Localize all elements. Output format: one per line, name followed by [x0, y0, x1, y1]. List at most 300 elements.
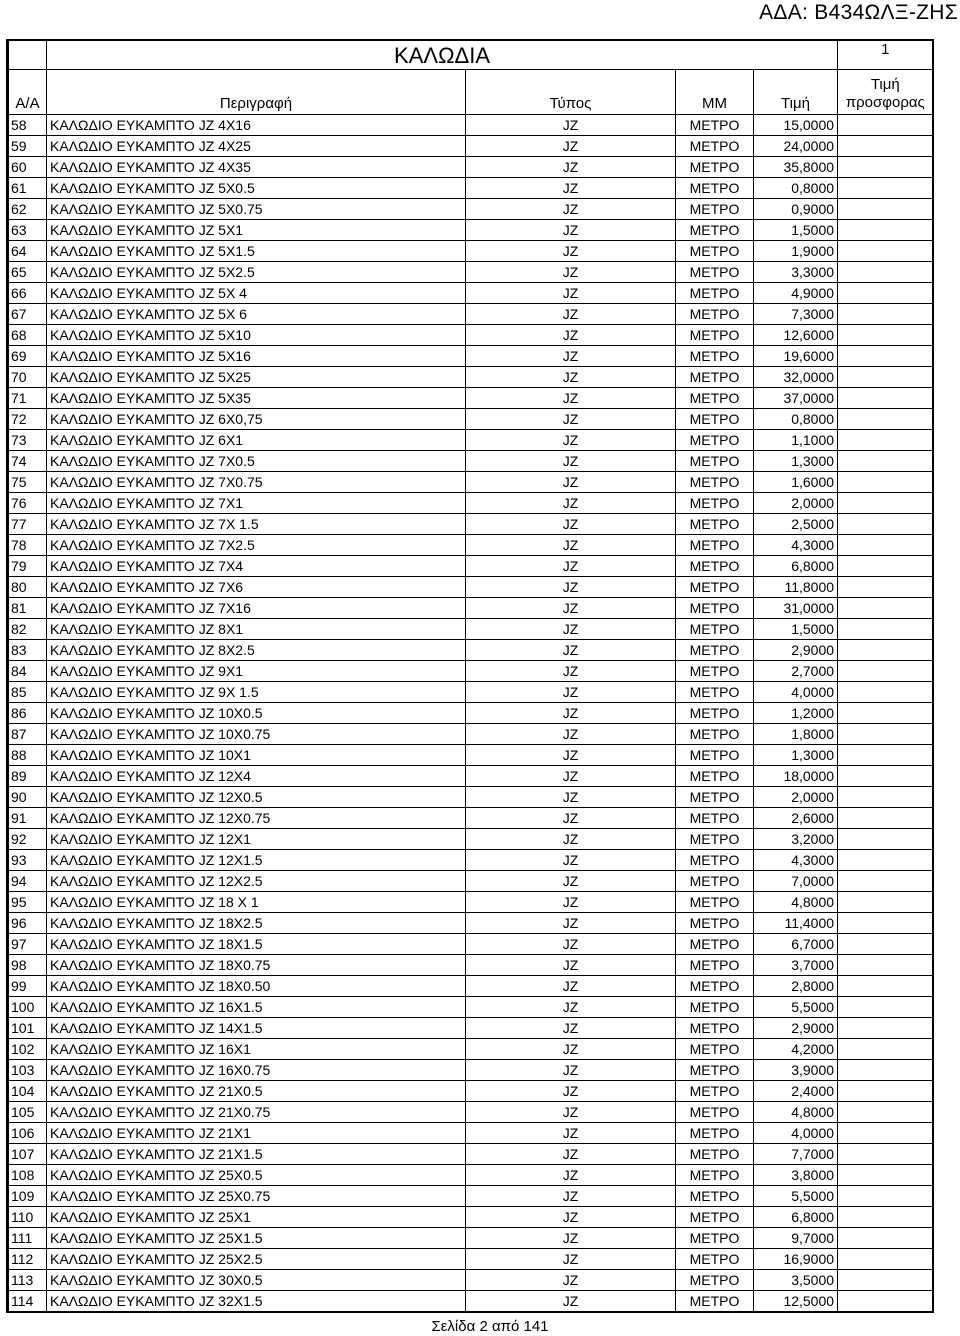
cell-aa: 114 [9, 1291, 47, 1312]
cell-description: ΚΑΛΩΔΙΟ ΕΥΚΑΜΠΤΟ JZ 21Χ1 [47, 1123, 466, 1144]
cell-description: ΚΑΛΩΔΙΟ ΕΥΚΑΜΠΤΟ JZ 18Χ0.50 [47, 976, 466, 997]
cell-type: JZ [466, 1291, 676, 1312]
cell-unit: ΜΕΤΡΟ [676, 451, 754, 472]
cell-price: 4,2000 [754, 1039, 838, 1060]
cell-type: JZ [466, 241, 676, 262]
cell-description: ΚΑΛΩΔΙΟ ΕΥΚΑΜΠΤΟ JZ 9Χ1 [47, 661, 466, 682]
cell-offer-price [838, 1081, 933, 1102]
table-row [9, 829, 933, 850]
cell-description: ΚΑΛΩΔΙΟ ΕΥΚΑΜΠΤΟ JZ 12Χ1.5 [47, 850, 466, 871]
cell-type: JZ [466, 976, 676, 997]
cell-price: 3,2000 [754, 829, 838, 850]
cell-unit: ΜΕΤΡΟ [676, 220, 754, 241]
cell-offer-price [838, 577, 933, 598]
cell-offer-price [838, 661, 933, 682]
table-row [9, 1291, 933, 1312]
table-row [9, 262, 933, 283]
cell-description: ΚΑΛΩΔΙΟ ΕΥΚΑΜΠΤΟ JZ 4Χ16 [47, 115, 466, 136]
cell-description: ΚΑΛΩΔΙΟ ΕΥΚΑΜΠΤΟ JZ 12Χ0.75 [47, 808, 466, 829]
table-row [9, 577, 933, 598]
cell-offer-price [838, 598, 933, 619]
cell-description: ΚΑΛΩΔΙΟ ΕΥΚΑΜΠΤΟ JZ 5Χ16 [47, 346, 466, 367]
cell-unit: ΜΕΤΡΟ [676, 661, 754, 682]
cell-aa: 101 [9, 1018, 47, 1039]
cell-description: ΚΑΛΩΔΙΟ ΕΥΚΑΜΠΤΟ JZ 10Χ0.5 [47, 703, 466, 724]
cell-price: 18,0000 [754, 766, 838, 787]
table-row [9, 430, 933, 451]
table-row [9, 913, 933, 934]
cell-offer-price [838, 745, 933, 766]
table-row [9, 724, 933, 745]
table-row [9, 976, 933, 997]
cell-description: ΚΑΛΩΔΙΟ ΕΥΚΑΜΠΤΟ JZ 25Χ0.5 [47, 1165, 466, 1186]
cell-aa: 89 [9, 766, 47, 787]
cell-aa: 99 [9, 976, 47, 997]
cell-description: ΚΑΛΩΔΙΟ ΕΥΚΑΜΠΤΟ JZ 6Χ1 [47, 430, 466, 451]
cell-type: JZ [466, 1081, 676, 1102]
table-row [9, 157, 933, 178]
cell-price: 1,3000 [754, 451, 838, 472]
table-row [9, 1165, 933, 1186]
cell-aa: 61 [9, 178, 47, 199]
cell-description: ΚΑΛΩΔΙΟ ΕΥΚΑΜΠΤΟ JZ 8Χ2.5 [47, 640, 466, 661]
cell-price: 6,8000 [754, 556, 838, 577]
cell-type: JZ [466, 703, 676, 724]
cell-unit: ΜΕΤΡΟ [676, 1228, 754, 1249]
cell-aa: 69 [9, 346, 47, 367]
cell-description: ΚΑΛΩΔΙΟ ΕΥΚΑΜΠΤΟ JZ 12Χ2.5 [47, 871, 466, 892]
cell-type: JZ [466, 829, 676, 850]
cell-offer-price [838, 787, 933, 808]
cell-price: 2,9000 [754, 1018, 838, 1039]
cell-aa: 87 [9, 724, 47, 745]
cell-description: ΚΑΛΩΔΙΟ ΕΥΚΑΜΠΤΟ JZ 16Χ0.75 [47, 1060, 466, 1081]
cell-aa: 79 [9, 556, 47, 577]
cell-unit: ΜΕΤΡΟ [676, 829, 754, 850]
cell-description: ΚΑΛΩΔΙΟ ΕΥΚΑΜΠΤΟ JZ 25Χ1.5 [47, 1228, 466, 1249]
cell-offer-price [838, 850, 933, 871]
cell-price: 2,8000 [754, 976, 838, 997]
cell-unit: ΜΕΤΡΟ [676, 1249, 754, 1270]
cell-description: ΚΑΛΩΔΙΟ ΕΥΚΑΜΠΤΟ JZ 5Χ0.75 [47, 199, 466, 220]
header-aa: Α/Α [9, 70, 47, 115]
cell-type: JZ [466, 724, 676, 745]
cell-description: ΚΑΛΩΔΙΟ ΕΥΚΑΜΠΤΟ JZ 5Χ25 [47, 367, 466, 388]
cell-unit: ΜΕΤΡΟ [676, 514, 754, 535]
cell-unit: ΜΕΤΡΟ [676, 1060, 754, 1081]
cell-price: 3,3000 [754, 262, 838, 283]
cell-type: JZ [466, 220, 676, 241]
cell-aa: 95 [9, 892, 47, 913]
cell-unit: ΜΕΤΡΟ [676, 577, 754, 598]
cell-price: 5,5000 [754, 1186, 838, 1207]
table-row [9, 1081, 933, 1102]
cell-type: JZ [466, 535, 676, 556]
cell-unit: ΜΕΤΡΟ [676, 115, 754, 136]
cell-description: ΚΑΛΩΔΙΟ ΕΥΚΑΜΠΤΟ JZ 7Χ 1.5 [47, 514, 466, 535]
cell-unit: ΜΕΤΡΟ [676, 640, 754, 661]
cell-type: JZ [466, 871, 676, 892]
table-row [9, 598, 933, 619]
cell-unit: ΜΕΤΡΟ [676, 388, 754, 409]
cell-unit: ΜΕΤΡΟ [676, 1291, 754, 1312]
cell-aa: 112 [9, 1249, 47, 1270]
cell-price: 2,9000 [754, 640, 838, 661]
cell-aa: 104 [9, 1081, 47, 1102]
cell-description: ΚΑΛΩΔΙΟ ΕΥΚΑΜΠΤΟ JZ 5Χ10 [47, 325, 466, 346]
cell-description: ΚΑΛΩΔΙΟ ΕΥΚΑΜΠΤΟ JZ 8Χ1 [47, 619, 466, 640]
cell-price: 1,1000 [754, 430, 838, 451]
cell-aa: 60 [9, 157, 47, 178]
table-row [9, 1123, 933, 1144]
cell-price: 19,6000 [754, 346, 838, 367]
price-sheet [6, 39, 934, 1313]
cell-type: JZ [466, 598, 676, 619]
cell-unit: ΜΕΤΡΟ [676, 346, 754, 367]
cell-price: 6,7000 [754, 934, 838, 955]
cell-unit: ΜΕΤΡΟ [676, 997, 754, 1018]
cell-price: 4,3000 [754, 850, 838, 871]
cell-offer-price [838, 766, 933, 787]
cell-offer-price [838, 955, 933, 976]
cell-unit: ΜΕΤΡΟ [676, 619, 754, 640]
cell-aa: 65 [9, 262, 47, 283]
cell-type: JZ [466, 346, 676, 367]
cell-price: 3,5000 [754, 1270, 838, 1291]
cell-description: ΚΑΛΩΔΙΟ ΕΥΚΑΜΠΤΟ JZ 21Χ0.75 [47, 1102, 466, 1123]
cell-type: JZ [466, 472, 676, 493]
cell-price: 24,0000 [754, 136, 838, 157]
cell-unit: ΜΕΤΡΟ [676, 1018, 754, 1039]
cell-type: JZ [466, 1102, 676, 1123]
cell-unit: ΜΕΤΡΟ [676, 955, 754, 976]
cell-type: JZ [466, 1249, 676, 1270]
table-row [9, 1249, 933, 1270]
cell-price: 4,8000 [754, 1102, 838, 1123]
cell-aa: 90 [9, 787, 47, 808]
cell-type: JZ [466, 1270, 676, 1291]
header-price: Τιμή [754, 70, 838, 115]
table-row [9, 514, 933, 535]
cell-unit: ΜΕΤΡΟ [676, 493, 754, 514]
cell-aa: 91 [9, 808, 47, 829]
header-description: Περιγραφή [47, 70, 466, 115]
cell-price: 3,9000 [754, 1060, 838, 1081]
cell-offer-price [838, 136, 933, 157]
cell-aa: 75 [9, 472, 47, 493]
table-row [9, 1186, 933, 1207]
cell-price: 2,7000 [754, 661, 838, 682]
cell-unit: ΜΕΤΡΟ [676, 367, 754, 388]
cell-aa: 72 [9, 409, 47, 430]
cell-unit: ΜΕΤΡΟ [676, 262, 754, 283]
table-row [9, 892, 933, 913]
table-row [9, 1228, 933, 1249]
cell-aa: 86 [9, 703, 47, 724]
cell-aa: 64 [9, 241, 47, 262]
cell-description: ΚΑΛΩΔΙΟ ΕΥΚΑΜΠΤΟ JZ 7Χ0.5 [47, 451, 466, 472]
table-row [9, 619, 933, 640]
cell-description: ΚΑΛΩΔΙΟ ΕΥΚΑΜΠΤΟ JZ 7Χ2.5 [47, 535, 466, 556]
table-row [9, 283, 933, 304]
cell-description: ΚΑΛΩΔΙΟ ΕΥΚΑΜΠΤΟ JZ 5Χ35 [47, 388, 466, 409]
cell-offer-price [838, 451, 933, 472]
cell-offer-price [838, 304, 933, 325]
price-table [8, 41, 933, 1311]
cell-type: JZ [466, 325, 676, 346]
cell-description: ΚΑΛΩΔΙΟ ΕΥΚΑΜΠΤΟ JZ 7Χ6 [47, 577, 466, 598]
table-row [9, 1102, 933, 1123]
table-row [9, 661, 933, 682]
cell-price: 2,0000 [754, 787, 838, 808]
cell-aa: 98 [9, 955, 47, 976]
cell-offer-price [838, 220, 933, 241]
cell-price: 1,5000 [754, 619, 838, 640]
cell-type: JZ [466, 514, 676, 535]
cell-price: 16,9000 [754, 1249, 838, 1270]
table-row [9, 1270, 933, 1291]
cell-price: 7,3000 [754, 304, 838, 325]
cell-offer-price [838, 325, 933, 346]
cell-price: 2,4000 [754, 1081, 838, 1102]
cell-aa: 84 [9, 661, 47, 682]
cell-unit: ΜΕΤΡΟ [676, 1081, 754, 1102]
cell-offer-price [838, 1291, 933, 1312]
cell-aa: 63 [9, 220, 47, 241]
cell-aa: 81 [9, 598, 47, 619]
table-row [9, 745, 933, 766]
table-row [9, 1060, 933, 1081]
cell-description: ΚΑΛΩΔΙΟ ΕΥΚΑΜΠΤΟ JZ 6Χ0,75 [47, 409, 466, 430]
cell-offer-price [838, 535, 933, 556]
cell-aa: 111 [9, 1228, 47, 1249]
cell-unit: ΜΕΤΡΟ [676, 703, 754, 724]
table-row [9, 304, 933, 325]
cell-unit: ΜΕΤΡΟ [676, 976, 754, 997]
table-row [9, 787, 933, 808]
cell-aa: 93 [9, 850, 47, 871]
cell-description: ΚΑΛΩΔΙΟ ΕΥΚΑΜΠΤΟ JZ 7Χ1 [47, 493, 466, 514]
table-row [9, 451, 933, 472]
cell-offer-price [838, 178, 933, 199]
cell-offer-price [838, 115, 933, 136]
table-row [9, 871, 933, 892]
table-body [9, 115, 933, 1312]
cell-price: 11,4000 [754, 913, 838, 934]
cell-unit: ΜΕΤΡΟ [676, 241, 754, 262]
cell-aa: 108 [9, 1165, 47, 1186]
cell-type: JZ [466, 430, 676, 451]
cell-price: 31,0000 [754, 598, 838, 619]
cell-type: JZ [466, 787, 676, 808]
cell-type: JZ [466, 808, 676, 829]
table-row [9, 703, 933, 724]
cell-description: ΚΑΛΩΔΙΟ ΕΥΚΑΜΠΤΟ JZ 18Χ0.75 [47, 955, 466, 976]
cell-description: ΚΑΛΩΔΙΟ ΕΥΚΑΜΠΤΟ JZ 5Χ 6 [47, 304, 466, 325]
cell-type: JZ [466, 766, 676, 787]
cell-aa: 62 [9, 199, 47, 220]
cell-type: JZ [466, 913, 676, 934]
cell-unit: ΜΕΤΡΟ [676, 430, 754, 451]
cell-unit: ΜΕΤΡΟ [676, 745, 754, 766]
cell-description: ΚΑΛΩΔΙΟ ΕΥΚΑΜΠΤΟ JZ 5Χ1.5 [47, 241, 466, 262]
cell-description: ΚΑΛΩΔΙΟ ΕΥΚΑΜΠΤΟ JZ 5Χ 4 [47, 283, 466, 304]
cell-aa: 58 [9, 115, 47, 136]
cell-offer-price [838, 682, 933, 703]
cell-type: JZ [466, 892, 676, 913]
cell-offer-price [838, 262, 933, 283]
cell-unit: ΜΕΤΡΟ [676, 850, 754, 871]
cell-price: 4,9000 [754, 283, 838, 304]
cell-description: ΚΑΛΩΔΙΟ ΕΥΚΑΜΠΤΟ JZ 4Χ25 [47, 136, 466, 157]
cell-offer-price [838, 1228, 933, 1249]
cell-unit: ΜΕΤΡΟ [676, 1123, 754, 1144]
table-row [9, 808, 933, 829]
cell-unit: ΜΕΤΡΟ [676, 934, 754, 955]
cell-aa: 68 [9, 325, 47, 346]
cell-offer-price [838, 430, 933, 451]
cell-aa: 109 [9, 1186, 47, 1207]
cell-type: JZ [466, 262, 676, 283]
cell-type: JZ [466, 493, 676, 514]
cell-type: JZ [466, 367, 676, 388]
cell-aa: 74 [9, 451, 47, 472]
cell-price: 1,2000 [754, 703, 838, 724]
cell-offer-price [838, 640, 933, 661]
cell-price: 2,0000 [754, 493, 838, 514]
cell-type: JZ [466, 1123, 676, 1144]
cell-type: JZ [466, 178, 676, 199]
cell-offer-price [838, 724, 933, 745]
cell-price: 1,6000 [754, 472, 838, 493]
cell-price: 3,7000 [754, 955, 838, 976]
cell-price: 1,3000 [754, 745, 838, 766]
cell-offer-price [838, 514, 933, 535]
cell-offer-price [838, 199, 933, 220]
cell-type: JZ [466, 157, 676, 178]
cell-unit: ΜΕΤΡΟ [676, 178, 754, 199]
cell-price: 5,5000 [754, 997, 838, 1018]
cell-unit: ΜΕΤΡΟ [676, 913, 754, 934]
cell-aa: 77 [9, 514, 47, 535]
cell-aa: 85 [9, 682, 47, 703]
cell-aa: 105 [9, 1102, 47, 1123]
cell-offer-price [838, 1165, 933, 1186]
cell-type: JZ [466, 283, 676, 304]
cell-price: 35,8000 [754, 157, 838, 178]
cell-offer-price [838, 1060, 933, 1081]
cell-aa: 76 [9, 493, 47, 514]
cell-offer-price [838, 913, 933, 934]
cell-description: ΚΑΛΩΔΙΟ ΕΥΚΑΜΠΤΟ JZ 12Χ0.5 [47, 787, 466, 808]
cell-offer-price [838, 556, 933, 577]
cell-type: JZ [466, 451, 676, 472]
cell-offer-price [838, 1144, 933, 1165]
cell-offer-price [838, 241, 933, 262]
cell-type: JZ [466, 934, 676, 955]
table-row [9, 1207, 933, 1228]
cell-aa: 82 [9, 619, 47, 640]
table-row [9, 535, 933, 556]
cell-description: ΚΑΛΩΔΙΟ ΕΥΚΑΜΠΤΟ JZ 30Χ0.5 [47, 1270, 466, 1291]
table-row [9, 115, 933, 136]
cell-offer-price [838, 1249, 933, 1270]
cell-description: ΚΑΛΩΔΙΟ ΕΥΚΑΜΠΤΟ JZ 7Χ4 [47, 556, 466, 577]
table-row [9, 493, 933, 514]
cell-offer-price [838, 1186, 933, 1207]
cell-unit: ΜΕΤΡΟ [676, 724, 754, 745]
cell-description: ΚΑΛΩΔΙΟ ΕΥΚΑΜΠΤΟ JZ 25Χ1 [47, 1207, 466, 1228]
cell-type: JZ [466, 1186, 676, 1207]
cell-price: 1,5000 [754, 220, 838, 241]
cell-description: ΚΑΛΩΔΙΟ ΕΥΚΑΜΠΤΟ JZ 7Χ16 [47, 598, 466, 619]
cell-unit: ΜΕΤΡΟ [676, 1039, 754, 1060]
cell-type: JZ [466, 955, 676, 976]
cell-offer-price [838, 1123, 933, 1144]
cell-unit: ΜΕΤΡΟ [676, 1207, 754, 1228]
cell-offer-price [838, 997, 933, 1018]
cell-offer-price [838, 892, 933, 913]
cell-offer-price [838, 1018, 933, 1039]
cell-offer-price [838, 157, 933, 178]
cell-aa: 100 [9, 997, 47, 1018]
cell-description: ΚΑΛΩΔΙΟ ΕΥΚΑΜΠΤΟ JZ 9Χ 1.5 [47, 682, 466, 703]
header-row [9, 70, 933, 115]
cell-price: 0,8000 [754, 409, 838, 430]
cell-price: 0,8000 [754, 178, 838, 199]
cell-type: JZ [466, 1207, 676, 1228]
table-row [9, 367, 933, 388]
cell-offer-price [838, 829, 933, 850]
cell-type: JZ [466, 1018, 676, 1039]
cell-price: 32,0000 [754, 367, 838, 388]
cell-description: ΚΑΛΩΔΙΟ ΕΥΚΑΜΠΤΟ JZ 25Χ2.5 [47, 1249, 466, 1270]
cell-aa: 70 [9, 367, 47, 388]
cell-offer-price [838, 1270, 933, 1291]
cell-price: 1,9000 [754, 241, 838, 262]
cell-description: ΚΑΛΩΔΙΟ ΕΥΚΑΜΠΤΟ JZ 7Χ0.75 [47, 472, 466, 493]
cell-aa: 88 [9, 745, 47, 766]
cell-type: JZ [466, 409, 676, 430]
cell-description: ΚΑΛΩΔΙΟ ΕΥΚΑΜΠΤΟ JZ 25Χ0.75 [47, 1186, 466, 1207]
cell-type: JZ [466, 1144, 676, 1165]
cell-description: ΚΑΛΩΔΙΟ ΕΥΚΑΜΠΤΟ JZ 10Χ0.75 [47, 724, 466, 745]
table-row [9, 997, 933, 1018]
cell-aa: 103 [9, 1060, 47, 1081]
cell-price: 3,8000 [754, 1165, 838, 1186]
cell-description: ΚΑΛΩΔΙΟ ΕΥΚΑΜΠΤΟ JZ 4Χ35 [47, 157, 466, 178]
cell-description: ΚΑΛΩΔΙΟ ΕΥΚΑΜΠΤΟ JZ 12Χ4 [47, 766, 466, 787]
cell-aa: 110 [9, 1207, 47, 1228]
table-row [9, 472, 933, 493]
cell-unit: ΜΕΤΡΟ [676, 1186, 754, 1207]
cell-offer-price [838, 472, 933, 493]
cell-type: JZ [466, 850, 676, 871]
cell-unit: ΜΕΤΡΟ [676, 1165, 754, 1186]
cell-description: ΚΑΛΩΔΙΟ ΕΥΚΑΜΠΤΟ JZ 18Χ2.5 [47, 913, 466, 934]
cell-offer-price [838, 367, 933, 388]
cell-price: 4,3000 [754, 535, 838, 556]
table-row [9, 1018, 933, 1039]
cell-description: ΚΑΛΩΔΙΟ ΕΥΚΑΜΠΤΟ JZ 5Χ0.5 [47, 178, 466, 199]
cell-price: 2,5000 [754, 514, 838, 535]
table-row [9, 346, 933, 367]
cell-unit: ΜΕΤΡΟ [676, 325, 754, 346]
cell-price: 0,9000 [754, 199, 838, 220]
cell-type: JZ [466, 304, 676, 325]
cell-unit: ΜΕΤΡΟ [676, 283, 754, 304]
cell-description: ΚΑΛΩΔΙΟ ΕΥΚΑΜΠΤΟ JZ 21Χ1.5 [47, 1144, 466, 1165]
